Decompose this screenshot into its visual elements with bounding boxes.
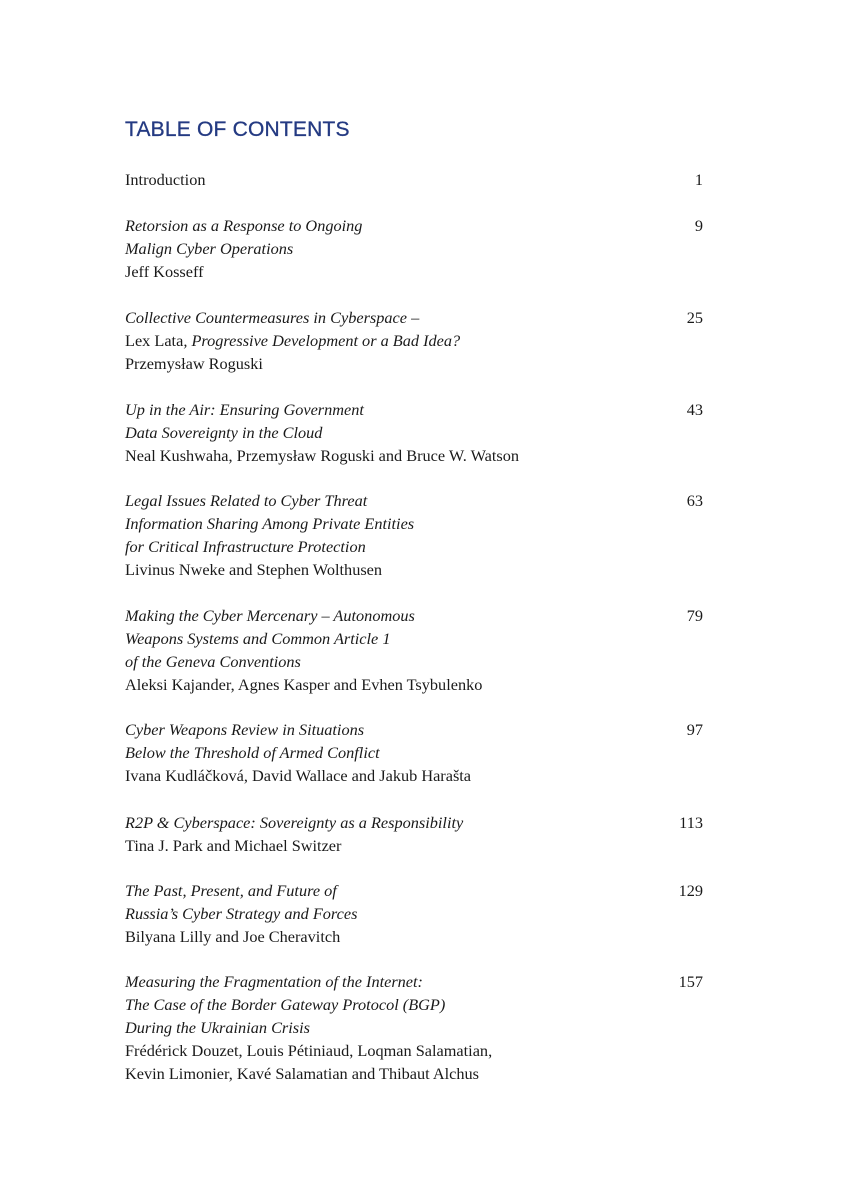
entry-title-line: Cyber Weapons Review in Situations: [125, 720, 365, 739]
page-number: 157: [678, 972, 703, 991]
entry-title-line: Retorsion as a Response to Ongoing: [125, 216, 363, 235]
entry-title-line: Measuring the Fragmentation of the Internet:: [125, 972, 423, 991]
entry-title-italic-part: , Progressive Development or a Bad Idea?: [183, 331, 461, 350]
page-number: 63: [686, 491, 703, 510]
entry-authors: Przemysław Roguski: [125, 354, 263, 373]
page-number: 9: [694, 216, 703, 235]
page-number: 97: [686, 720, 703, 739]
entry-title-line: for Critical Infrastructure Protection: [125, 537, 366, 556]
page-title: TABLE OF CONTENTS: [125, 118, 350, 141]
entry-authors: Aleksi Kajander, Agnes Kasper and Evhen Tsybulenko: [125, 675, 483, 694]
entry-title-line: The Case of the Border Gateway Protocol (BGP): [125, 995, 446, 1014]
entry-title-mixed-line: [125, 329, 705, 352]
page-number: 129: [678, 881, 703, 900]
toc-entry-r2p-cyberspace[interactable]: [125, 811, 705, 857]
entry-title-line: Up in the Air: Ensuring Government: [125, 400, 364, 419]
entry-title-line: Collective Countermeasures in Cyberspace –: [125, 308, 420, 327]
entry-title-line: Below the Threshold of Armed Conflict: [125, 743, 380, 762]
page-number: 25: [686, 308, 703, 327]
entry-authors: Neal Kushwaha, Przemysław Roguski and Bruce W. Watson: [125, 446, 520, 465]
entry-title-line: Legal Issues Related to Cyber Threat: [125, 491, 368, 510]
toc-entry-up-in-the-air[interactable]: [125, 398, 705, 467]
entry-title-line: Malign Cyber Operations: [125, 239, 294, 258]
entry-title-line: Making the Cyber Mercenary – Autonomous: [125, 606, 415, 625]
toc-entry-introduction[interactable]: [125, 168, 705, 191]
toc-entry-cyber-mercenary[interactable]: [125, 604, 705, 696]
entry-authors: Livinus Nweke and Stephen Wolthusen: [125, 560, 383, 579]
entry-authors: Frédérick Douzet, Louis Pétiniaud, Loqman Salamatian,: [125, 1041, 493, 1060]
toc-entry-cyber-weapons-review[interactable]: [125, 718, 705, 787]
entry-authors: Tina J. Park and Michael Switzer: [125, 836, 342, 855]
entry-title-line: During the Ukrainian Crisis: [125, 1018, 310, 1037]
toc-entry-russia-cyber-strategy[interactable]: [125, 879, 705, 948]
toc-entry-internet-fragmentation[interactable]: [125, 970, 705, 1085]
entry-title-line: Information Sharing Among Private Entities: [125, 514, 415, 533]
toc-entry-collective-countermeasures[interactable]: [125, 306, 705, 375]
page-number: 1: [694, 170, 703, 189]
page-number: 79: [686, 606, 703, 625]
toc-entry-retorsion[interactable]: [125, 214, 705, 283]
entry-title-line: The Past, Present, and Future of: [125, 881, 337, 900]
page-number: 43: [686, 400, 703, 419]
entry-title-line: Introduction: [125, 170, 206, 189]
toc-entry-legal-issues[interactable]: [125, 489, 705, 581]
entry-title-line: Weapons Systems and Common Article 1: [125, 629, 391, 648]
entry-title-line: R2P & Cyberspace: Sovereignty as a Responsibility: [125, 813, 464, 832]
entry-title-line: of the Geneva Conventions: [125, 652, 301, 671]
entry-authors: Ivana Kudláčková, David Wallace and Jakub Harašta: [125, 766, 472, 785]
entry-authors: Bilyana Lilly and Joe Cheravitch: [125, 927, 341, 946]
entry-authors: Jeff Kosseff: [125, 262, 204, 281]
page-number: 113: [679, 813, 703, 832]
entry-authors: Kevin Limonier, Kavé Salamatian and Thibaut Alchus: [125, 1064, 479, 1083]
entry-title-line: Data Sovereignty in the Cloud: [125, 423, 323, 442]
entry-title-line: Russia’s Cyber Strategy and Forces: [125, 904, 358, 923]
entry-title-plain-part: Lex Lata: [125, 331, 184, 350]
